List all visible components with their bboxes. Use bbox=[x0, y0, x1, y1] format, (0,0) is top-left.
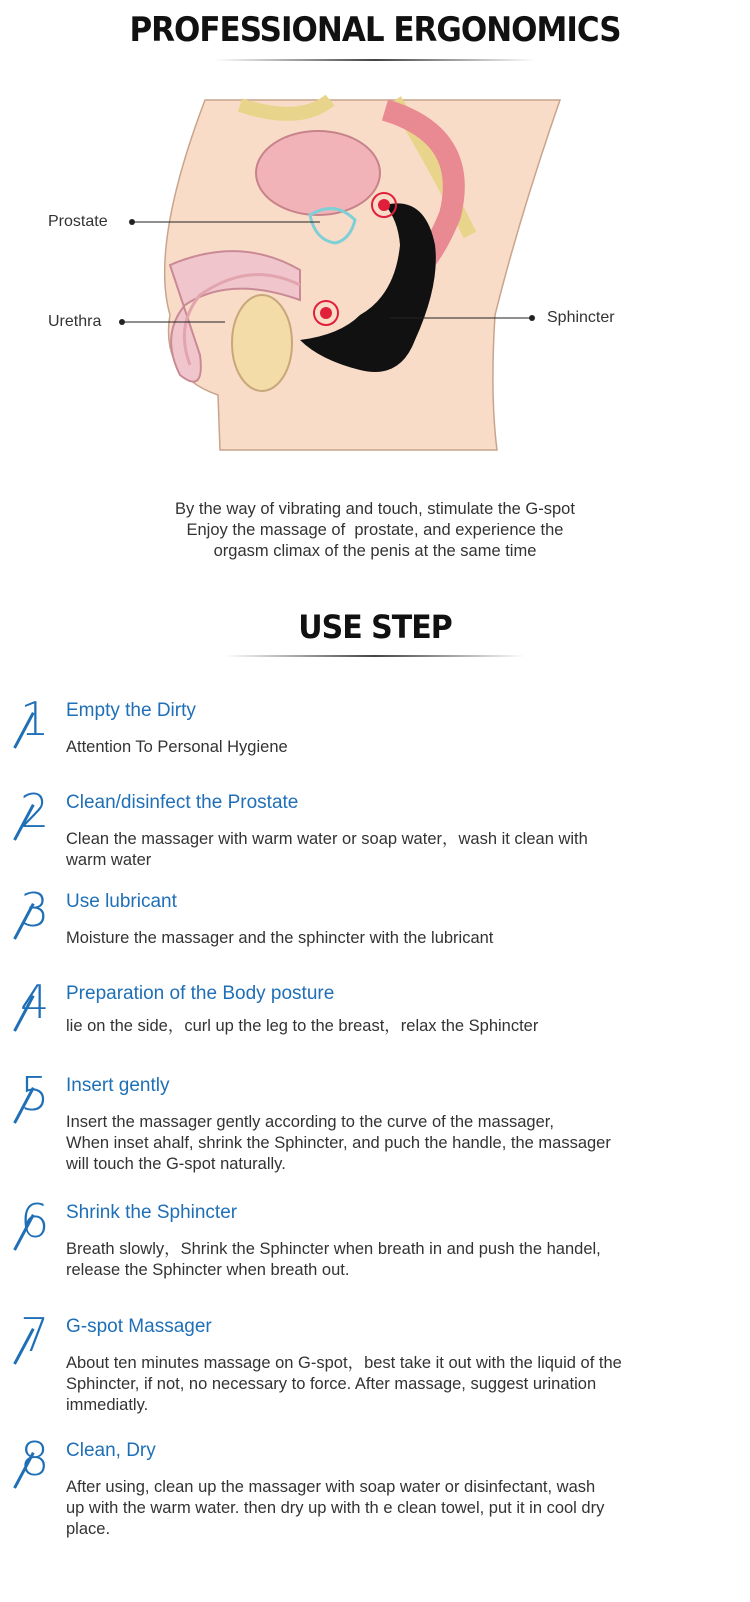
step-description: Breath slowly，Shrink the Sphincter when breath in and push the handel, release the Sphincter when breath out. bbox=[66, 1240, 601, 1279]
testis bbox=[232, 295, 292, 391]
heading-underline bbox=[215, 59, 535, 61]
description-text bbox=[0, 499, 750, 562]
step-number: 3 bbox=[18, 885, 63, 943]
step-description: About ten minutes massage on G-spot，best take it out with the liquid of the Sphincter, if not, no necessary to force. After massage, suggest urination immediatly. bbox=[66, 1354, 622, 1414]
description-line: orgasm climax of the penis at the same time bbox=[213, 542, 537, 560]
step-number: 2 bbox=[18, 786, 63, 844]
label-urethra: Urethra bbox=[48, 313, 102, 330]
description-line: By the way of vibrating and touch, stimulate the G-spot bbox=[175, 500, 575, 518]
section-heading-ergonomics: PROFESSIONAL ERGONOMICS bbox=[129, 10, 621, 50]
anatomy-illustration bbox=[0, 95, 750, 465]
heading-underline bbox=[225, 655, 525, 657]
step-number: 7 bbox=[18, 1310, 63, 1368]
step-title: Shrink the Sphincter bbox=[66, 1202, 238, 1223]
step-description: Moisture the massager and the sphincter with the lubricant bbox=[66, 929, 494, 947]
step-description: Attention To Personal Hygiene bbox=[66, 738, 288, 756]
step-title: Clean, Dry bbox=[66, 1440, 156, 1461]
step-title: G-spot Massager bbox=[66, 1316, 212, 1337]
description-line: Enjoy the massage of prostate, and experience the bbox=[186, 521, 564, 539]
bladder bbox=[256, 131, 380, 215]
step-description: After using, clean up the massager with soap water or disinfectant, wash up with the warm water. then dry up with th e clean towel, put it in cool dry place. bbox=[66, 1478, 605, 1538]
step-number: 4 bbox=[18, 977, 63, 1035]
step-number: 6 bbox=[18, 1196, 63, 1254]
label-prostate: Prostate bbox=[48, 213, 108, 230]
step-title: Use lubricant bbox=[66, 891, 177, 912]
step-number: 8 bbox=[18, 1434, 63, 1492]
step-number: 1 bbox=[18, 694, 63, 752]
step-description: Clean the massager with warm water or soap water，wash it clean with warm water bbox=[66, 830, 588, 869]
step-title: Empty the Dirty bbox=[66, 700, 196, 721]
section-heading-use-step: USE STEP bbox=[298, 608, 452, 647]
step-description: Insert the massager gently according to the curve of the massager, When inset ahalf, shrink the Sphincter, and puch the handle, the massager will touch the G-spot naturally. bbox=[66, 1113, 611, 1173]
step-title: Insert gently bbox=[66, 1075, 170, 1096]
label-sphincter: Sphincter bbox=[547, 309, 615, 326]
step-number: 5 bbox=[18, 1069, 63, 1127]
step-title: Preparation of the Body posture bbox=[66, 983, 335, 1004]
step-title: Clean/disinfect the Prostate bbox=[66, 792, 299, 813]
step-description: lie on the side，curl up the leg to the breast，relax the Sphincter bbox=[66, 1017, 539, 1035]
